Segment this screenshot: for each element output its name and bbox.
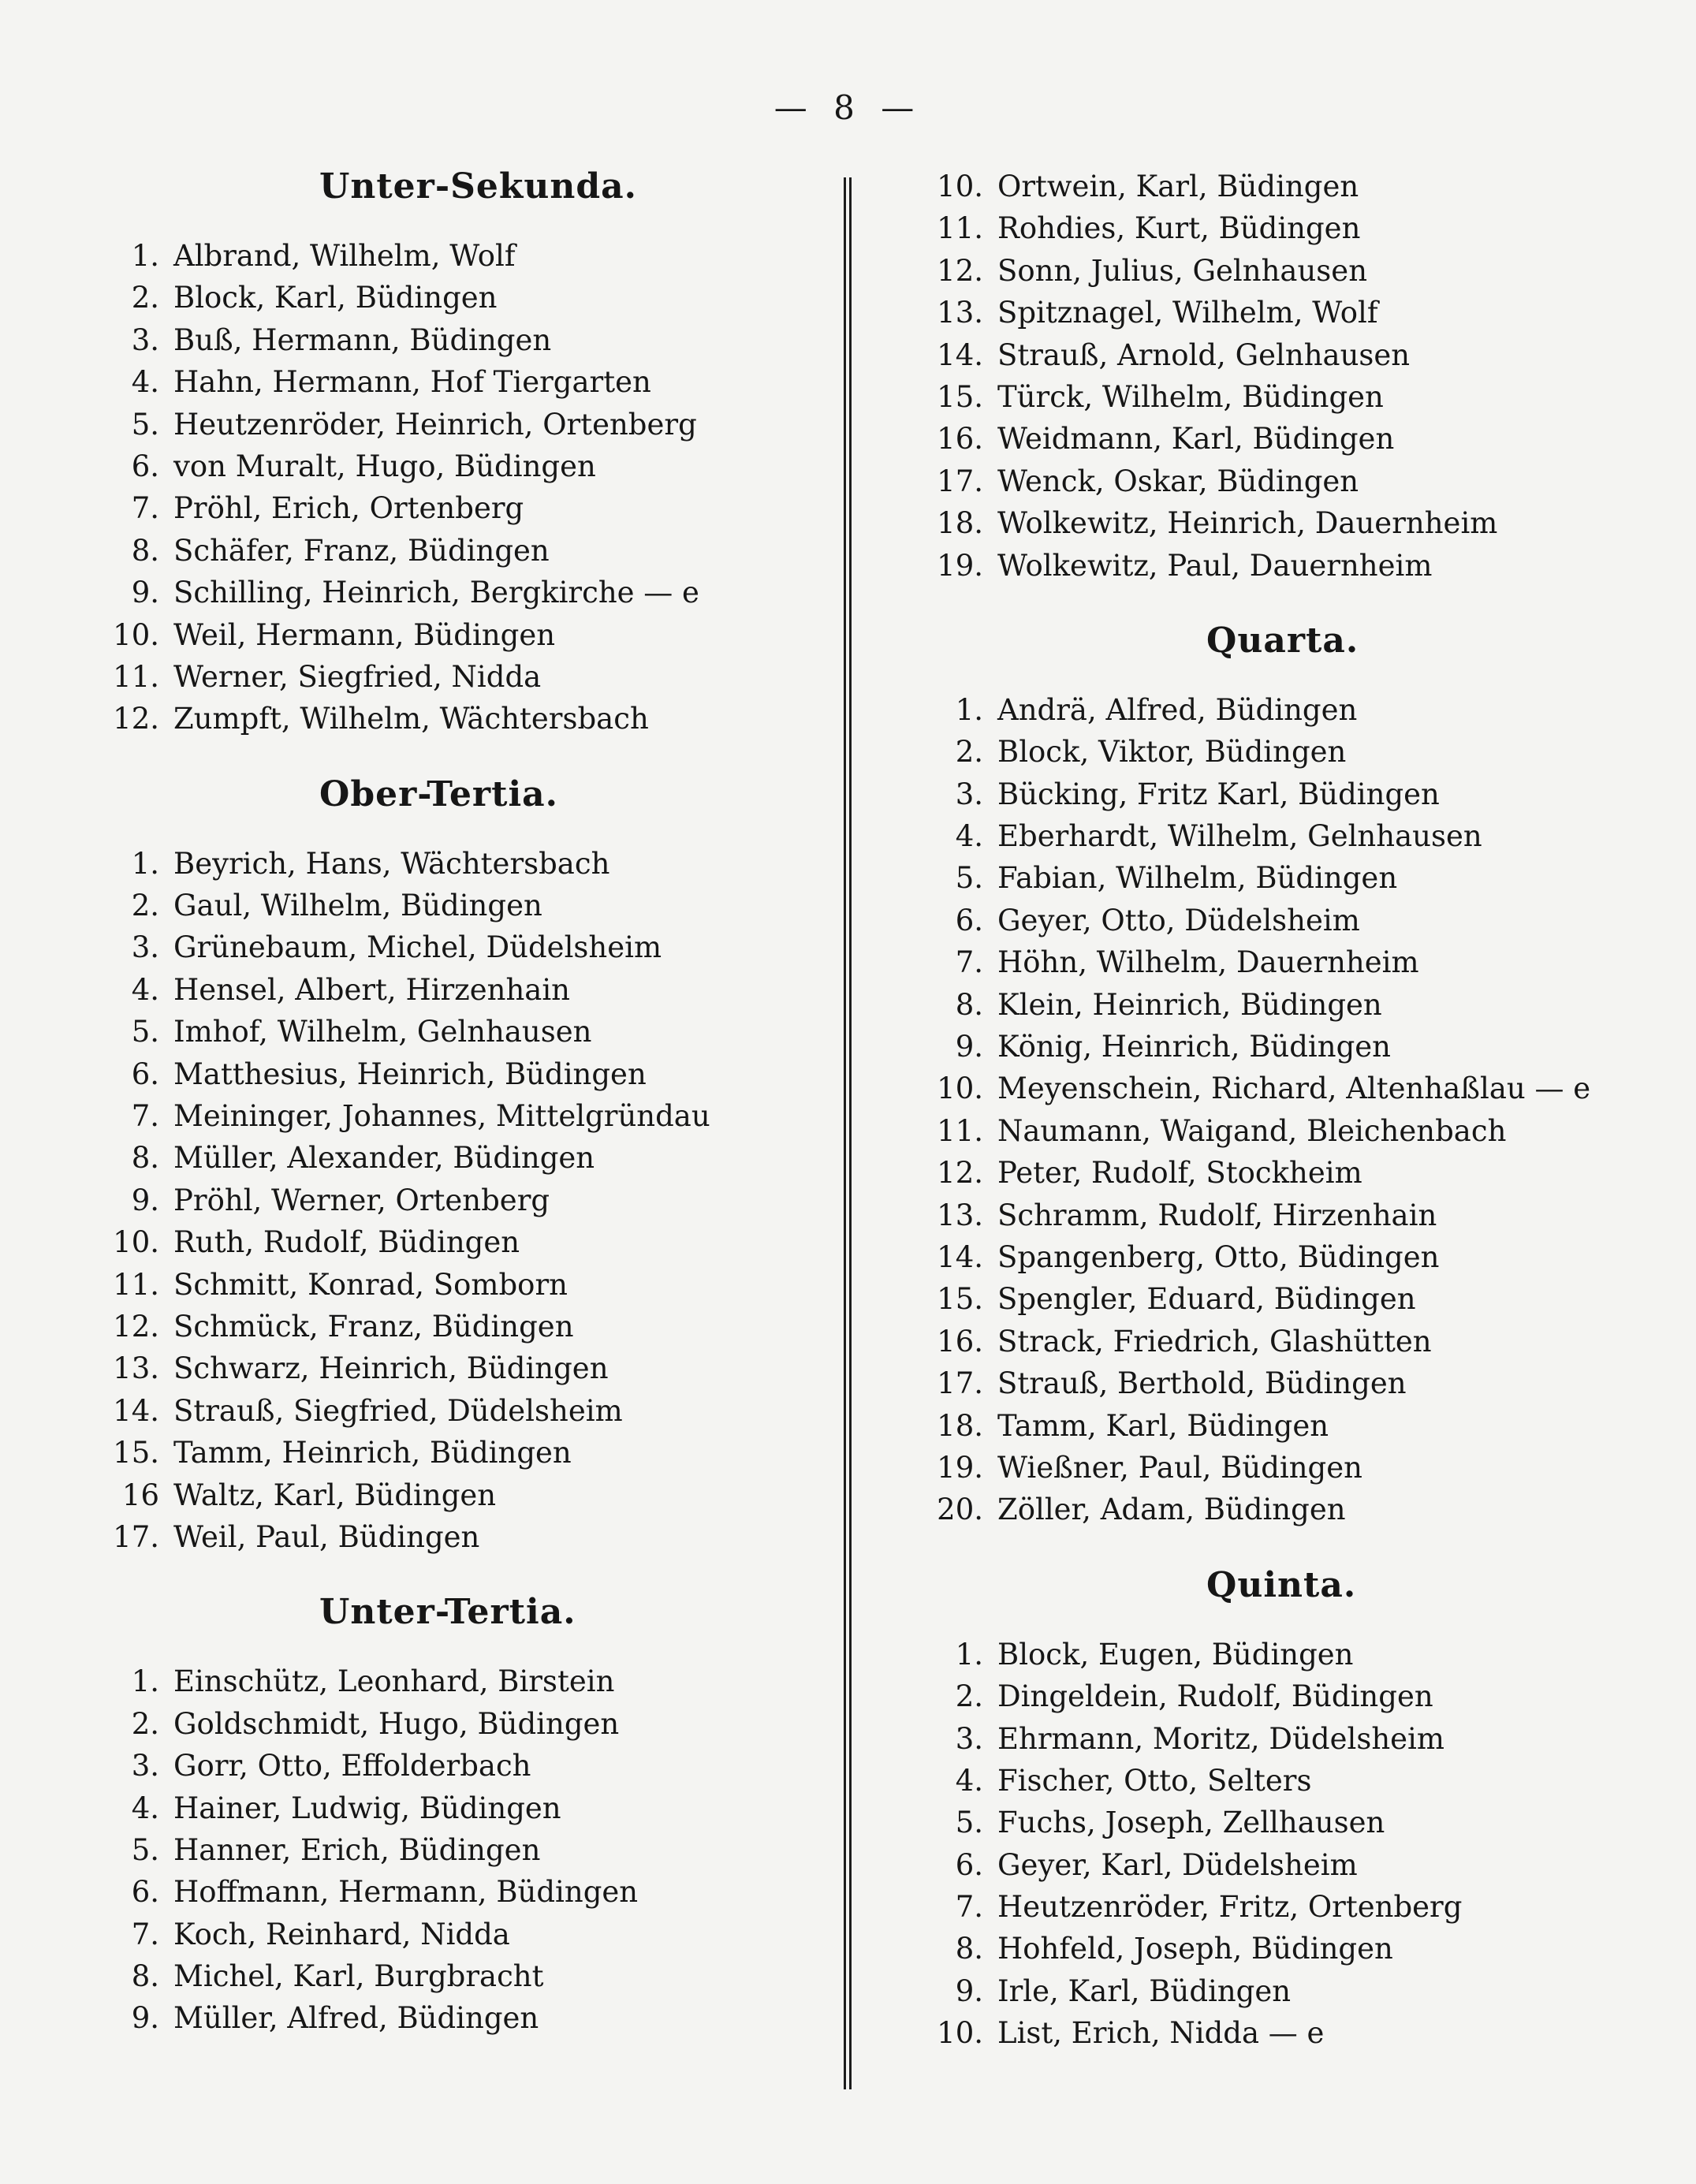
entry-text: Peter, Rudolf, Stockheim (997, 1156, 1362, 1191)
list-item (926, 1026, 1636, 1068)
list-item (103, 1180, 828, 1221)
student-list (103, 235, 828, 740)
entry-number: 3. (131, 1749, 159, 1783)
entry-number: 18. (937, 1408, 983, 1443)
entry-number: 11. (113, 659, 159, 694)
entry-number: 7. (131, 1099, 159, 1134)
entry-text: Dingeldein, Rudolf, Büdingen (997, 1679, 1433, 1714)
entry-number: 4. (955, 819, 983, 854)
entry-number: 1. (955, 692, 983, 727)
list-item (103, 1347, 828, 1389)
list-item (926, 250, 1636, 292)
list-item (103, 1137, 828, 1179)
list-item (926, 292, 1636, 334)
entry-number: 14. (937, 337, 983, 372)
list-item (926, 460, 1636, 502)
list-item (926, 502, 1636, 544)
list-item (926, 984, 1636, 1026)
list-item (103, 885, 828, 926)
entry-text: Ortwein, Karl, Büdingen (997, 170, 1359, 203)
list-item (926, 207, 1636, 249)
section-quarta (926, 620, 1636, 1531)
list-item (103, 235, 828, 277)
entry-text: Fuchs, Joseph, Zellhausen (997, 1806, 1385, 1840)
entry-number: 8. (131, 1141, 159, 1176)
entry-number: 1. (131, 1664, 159, 1699)
entry-number: 15. (937, 379, 983, 414)
list-item (103, 969, 828, 1011)
entry-number: 8. (131, 1959, 159, 1994)
student-list (926, 1634, 1636, 2055)
entry-number: 10. (113, 1225, 159, 1260)
entry-number: 7. (955, 945, 983, 980)
entry-text: Matthesius, Heinrich, Büdingen (173, 1057, 647, 1091)
entry-text: Spitznagel, Wilhelm, Wolf (997, 296, 1378, 330)
list-item (926, 166, 1636, 207)
list-item (103, 361, 828, 403)
entry-text: Hensel, Albert, Hirzenhain (173, 972, 571, 1007)
entry-text: Schäfer, Franz, Büdingen (173, 533, 550, 568)
entry-number: 9. (131, 2001, 159, 2036)
entry-text: Schwarz, Heinrich, Büdingen (173, 1351, 609, 1386)
entry-text: Irle, Karl, Büdingen (997, 1973, 1292, 2008)
entry-number: 5. (131, 407, 159, 442)
entry-text: Zumpft, Wilhelm, Wächtersbach (173, 702, 649, 736)
entry-text: Türck, Wilhelm, Büdingen (997, 379, 1384, 414)
entry-text: Strauß, Berthold, Büdingen (997, 1366, 1407, 1401)
entry-text: Wolkewitz, Heinrich, Dauernheim (997, 506, 1498, 541)
entry-text: Ehrmann, Moritz, Düdelsheim (997, 1721, 1444, 1756)
list-item (926, 1718, 1636, 1760)
section-title: Unter-Tertia. (319, 1592, 576, 1633)
entry-text: Eberhardt, Wilhelm, Gelnhausen (997, 819, 1482, 854)
page-number: — 8 — (773, 88, 923, 127)
entry-number: 17. (937, 464, 983, 498)
entry-text: König, Heinrich, Büdingen (997, 1030, 1391, 1064)
entry-number: 7. (955, 1890, 983, 1925)
entry-text: Pröhl, Erich, Ortenberg (173, 491, 524, 526)
entry-text: Hanner, Erich, Büdingen (173, 1832, 541, 1867)
list-item (103, 1474, 828, 1516)
list-item (103, 1306, 828, 1347)
entry-text: Andrä, Alfred, Büdingen (997, 692, 1358, 727)
entry-number: 16. (937, 1324, 983, 1358)
entry-text: Meininger, Johannes, Mittelgründau (173, 1099, 710, 1134)
entry-text: Waltz, Karl, Büdingen (173, 1478, 497, 1512)
list-item (103, 1787, 828, 1829)
entry-number: 9. (955, 1973, 983, 2008)
entry-text: Tamm, Karl, Büdingen (997, 1408, 1329, 1443)
entry-number: 3. (131, 930, 159, 965)
entry-number: 20. (937, 1493, 983, 1527)
list-item (926, 1928, 1636, 1970)
list-item (926, 2012, 1636, 2054)
entry-number: 15. (937, 1282, 983, 1317)
list-item (926, 1802, 1636, 1843)
list-item (926, 1489, 1636, 1530)
list-item (103, 926, 828, 968)
entry-text: Fischer, Otto, Selters (997, 1763, 1312, 1798)
list-item (926, 1068, 1636, 1109)
entry-text: Zöller, Adam, Büdingen (997, 1493, 1346, 1527)
list-item (926, 1675, 1636, 1717)
entry-text: Müller, Alfred, Büdingen (173, 2001, 539, 2036)
entry-number: 2. (131, 1706, 159, 1741)
entry-text: Schilling, Heinrich, Bergkirche — e (173, 576, 699, 610)
left-column (103, 166, 828, 2040)
entry-text: Geyer, Karl, Düdelsheim (997, 1847, 1358, 1882)
entry-text: Einschütz, Leonhard, Birstein (173, 1664, 615, 1699)
entry-text: Weil, Paul, Büdingen (173, 1519, 480, 1554)
list-item (926, 1362, 1636, 1404)
entry-number: 6. (955, 903, 983, 937)
list-item (103, 1955, 828, 1997)
entry-text: Höhn, Wilhelm, Dauernheim (997, 945, 1419, 980)
entry-number: 5. (131, 1015, 159, 1049)
list-item (926, 1236, 1636, 1278)
entry-number: 13. (113, 1351, 159, 1386)
entry-number: 16. (937, 422, 983, 457)
entry-text: Gorr, Otto, Effolderbach (173, 1749, 531, 1783)
list-item (926, 1760, 1636, 1802)
list-item (103, 1264, 828, 1306)
entry-text: Sonn, Julius, Gelnhausen (997, 253, 1368, 288)
entry-number: 19. (937, 548, 983, 583)
entry-text: Buß, Hermann, Büdingen (173, 322, 552, 357)
entry-number: 9. (131, 1183, 159, 1217)
student-list-continued (926, 166, 1636, 587)
entry-text: Strack, Friedrich, Glashütten (997, 1324, 1432, 1358)
entry-text: Hahn, Hermann, Hof Tiergarten (173, 365, 651, 400)
entry-text: Hohfeld, Joseph, Büdingen (997, 1932, 1393, 1966)
entry-number: 10. (113, 617, 159, 652)
entry-text: Strauß, Arnold, Gelnhausen (997, 337, 1411, 372)
entry-number: 14. (113, 1393, 159, 1428)
entry-text: Block, Eugen, Büdingen (997, 1637, 1354, 1672)
list-item (103, 1516, 828, 1558)
entry-number: 4. (131, 365, 159, 400)
entry-number: 6. (131, 449, 159, 483)
entry-number: 9. (131, 576, 159, 610)
list-item (926, 418, 1636, 460)
entry-number: 1. (131, 239, 159, 273)
entry-number: 2. (131, 889, 159, 923)
list-item (103, 843, 828, 885)
list-item (926, 1278, 1636, 1320)
list-item (103, 698, 828, 740)
entry-text: Wenck, Oskar, Büdingen (997, 464, 1359, 498)
entry-text: Schramm, Rudolf, Hirzenhain (997, 1198, 1437, 1232)
list-item (103, 1871, 828, 1913)
entry-number: 12. (113, 1309, 159, 1344)
list-item (926, 815, 1636, 857)
list-item (926, 334, 1636, 376)
entry-number: 2. (131, 281, 159, 315)
student-list (103, 843, 828, 1559)
entry-text: Spangenberg, Otto, Büdingen (997, 1239, 1440, 1274)
entry-text: Fabian, Wilhelm, Büdingen (997, 861, 1398, 896)
entry-text: Michel, Karl, Burgbracht (173, 1959, 544, 1994)
entry-text: Grünebaum, Michel, Düdelsheim (173, 930, 662, 965)
section-quinta (926, 1564, 1636, 2055)
entry-text: Ruth, Rudolf, Büdingen (173, 1225, 520, 1260)
section-title: Ober-Tertia. (319, 773, 558, 814)
entry-number: 18. (937, 506, 983, 541)
list-item (103, 1660, 828, 1702)
entry-text: von Muralt, Hugo, Büdingen (173, 449, 596, 483)
entry-text: Wießner, Paul, Büdingen (997, 1450, 1362, 1485)
list-item (103, 1053, 828, 1095)
list-item (926, 1447, 1636, 1489)
entry-number: 10. (937, 2016, 983, 2051)
entry-number: 12. (937, 1156, 983, 1191)
entry-number: 1. (955, 1637, 983, 1672)
list-item (103, 1432, 828, 1474)
entry-number: 3. (955, 1721, 983, 1756)
entry-text: Heutzenröder, Heinrich, Ortenberg (173, 407, 697, 442)
entry-number: 14. (937, 1239, 983, 1274)
list-item (103, 614, 828, 656)
entry-text: Imhof, Wilhelm, Gelnhausen (173, 1015, 592, 1049)
list-item (103, 487, 828, 529)
column-divider (844, 177, 855, 2089)
entry-number: 5. (955, 1806, 983, 1840)
entry-number: 10. (937, 1072, 983, 1106)
section-ober-tertia (103, 773, 828, 1559)
entry-text: Heutzenröder, Fritz, Ortenberg (997, 1890, 1463, 1925)
section-title: Quarta. (1206, 620, 1359, 661)
entry-text: Albrand, Wilhelm, Wolf (173, 239, 516, 273)
entry-text: Spengler, Eduard, Büdingen (997, 1282, 1416, 1317)
entry-number: 12. (937, 253, 983, 288)
list-item (926, 1634, 1636, 1675)
entry-number: 4. (131, 1791, 159, 1825)
entry-number: 4. (131, 972, 159, 1007)
list-item (103, 1390, 828, 1432)
list-item (926, 1321, 1636, 1362)
list-item (926, 773, 1636, 815)
entry-number: 6. (131, 1875, 159, 1910)
entry-text: Block, Viktor, Büdingen (997, 735, 1347, 770)
section-title: Quinta. (1206, 1564, 1357, 1605)
right-column (926, 166, 1636, 2055)
list-item (926, 1970, 1636, 2012)
list-item (103, 319, 828, 361)
entry-text: Tamm, Heinrich, Büdingen (173, 1436, 572, 1470)
entry-number: 2. (955, 1679, 983, 1714)
entry-text: Koch, Reinhard, Nidda (173, 1917, 510, 1951)
list-item (926, 545, 1636, 587)
entry-text: Schmück, Franz, Büdingen (173, 1309, 574, 1344)
list-item (926, 1844, 1636, 1886)
entry-number: 5. (131, 1832, 159, 1867)
entry-number: 3. (131, 322, 159, 357)
list-item (103, 1829, 828, 1871)
entry-text: Strauß, Siegfried, Düdelsheim (173, 1393, 623, 1428)
entry-number: 6. (955, 1847, 983, 1882)
list-item (926, 900, 1636, 941)
list-item (103, 1221, 828, 1263)
entry-number: 11. (113, 1267, 159, 1302)
entry-number: 15. (113, 1436, 159, 1470)
list-item (926, 376, 1636, 418)
entry-number: 8. (955, 1932, 983, 1966)
entry-text: Gaul, Wilhelm, Büdingen (173, 889, 542, 923)
section-unter-sekunda (103, 166, 828, 740)
entry-text: Geyer, Otto, Düdelsheim (997, 903, 1360, 937)
list-item (926, 1405, 1636, 1447)
list-item (103, 572, 828, 613)
list-item (926, 1110, 1636, 1152)
entry-number: 7. (131, 491, 159, 526)
section-title: Unter-Sekunda. (319, 166, 637, 207)
section-unter-tertia (103, 1591, 828, 2040)
entry-number: 4. (955, 1763, 983, 1798)
entry-text: Klein, Heinrich, Büdingen (997, 987, 1382, 1022)
list-item (926, 1886, 1636, 1928)
list-item (103, 530, 828, 572)
list-item (103, 656, 828, 698)
entry-text: Rohdies, Kurt, Büdingen (997, 211, 1361, 246)
entry-number: 11. (937, 1113, 983, 1148)
student-list (103, 1660, 828, 2040)
entry-number: 3. (955, 777, 983, 811)
entry-number: 12. (113, 702, 159, 736)
list-item (103, 1997, 828, 2039)
list-item (926, 1152, 1636, 1194)
list-item (103, 1745, 828, 1787)
entry-text: Goldschmidt, Hugo, Büdingen (173, 1706, 620, 1741)
list-item (103, 1914, 828, 1955)
entry-text: Block, Karl, Büdingen (173, 281, 498, 315)
list-item (926, 941, 1636, 983)
list-item (103, 277, 828, 319)
entry-text: Pröhl, Werner, Ortenberg (173, 1183, 550, 1217)
entry-number: 1. (131, 846, 159, 881)
list-item (926, 731, 1636, 773)
entry-text: List, Erich, Nidda — e (997, 2016, 1325, 2051)
entry-number: 11. (937, 211, 983, 246)
student-list (926, 689, 1636, 1531)
entry-text: Weil, Hermann, Büdingen (173, 617, 556, 652)
entry-number: 17. (113, 1519, 159, 1554)
list-item (926, 689, 1636, 731)
list-item (926, 1194, 1636, 1236)
entry-number: 17. (937, 1366, 983, 1401)
entry-number: 9. (955, 1030, 983, 1064)
entry-text: Meyenschein, Richard, Altenhaßlau — e (997, 1072, 1591, 1106)
list-item (103, 1703, 828, 1745)
entry-number: 6. (131, 1057, 159, 1091)
list-item (103, 404, 828, 445)
entry-number: 16 (121, 1478, 159, 1512)
entry-number: 10. (937, 170, 983, 203)
entry-text: Müller, Alexander, Büdingen (173, 1141, 595, 1176)
entry-number: 8. (131, 533, 159, 568)
entry-text: Weidmann, Karl, Büdingen (997, 422, 1395, 457)
list-item (103, 445, 828, 487)
entry-text: Hainer, Ludwig, Büdingen (173, 1791, 561, 1825)
list-item (103, 1095, 828, 1137)
entry-text: Werner, Siegfried, Nidda (173, 659, 542, 694)
entry-number: 13. (937, 1198, 983, 1232)
entry-number: 19. (937, 1450, 983, 1485)
entry-text: Hoffmann, Hermann, Büdingen (173, 1875, 639, 1910)
entry-number: 13. (937, 296, 983, 330)
entry-text: Naumann, Waigand, Bleichenbach (997, 1113, 1507, 1148)
list-item (926, 857, 1636, 899)
entry-number: 2. (955, 735, 983, 770)
entry-number: 7. (131, 1917, 159, 1951)
entry-number: 5. (955, 861, 983, 896)
entry-number: 8. (955, 987, 983, 1022)
entry-text: Wolkewitz, Paul, Dauernheim (997, 548, 1433, 583)
entry-text: Bücking, Fritz Karl, Büdingen (997, 777, 1440, 811)
entry-text: Schmitt, Konrad, Somborn (173, 1267, 568, 1302)
entry-text: Beyrich, Hans, Wächtersbach (173, 846, 610, 881)
list-item (103, 1011, 828, 1053)
